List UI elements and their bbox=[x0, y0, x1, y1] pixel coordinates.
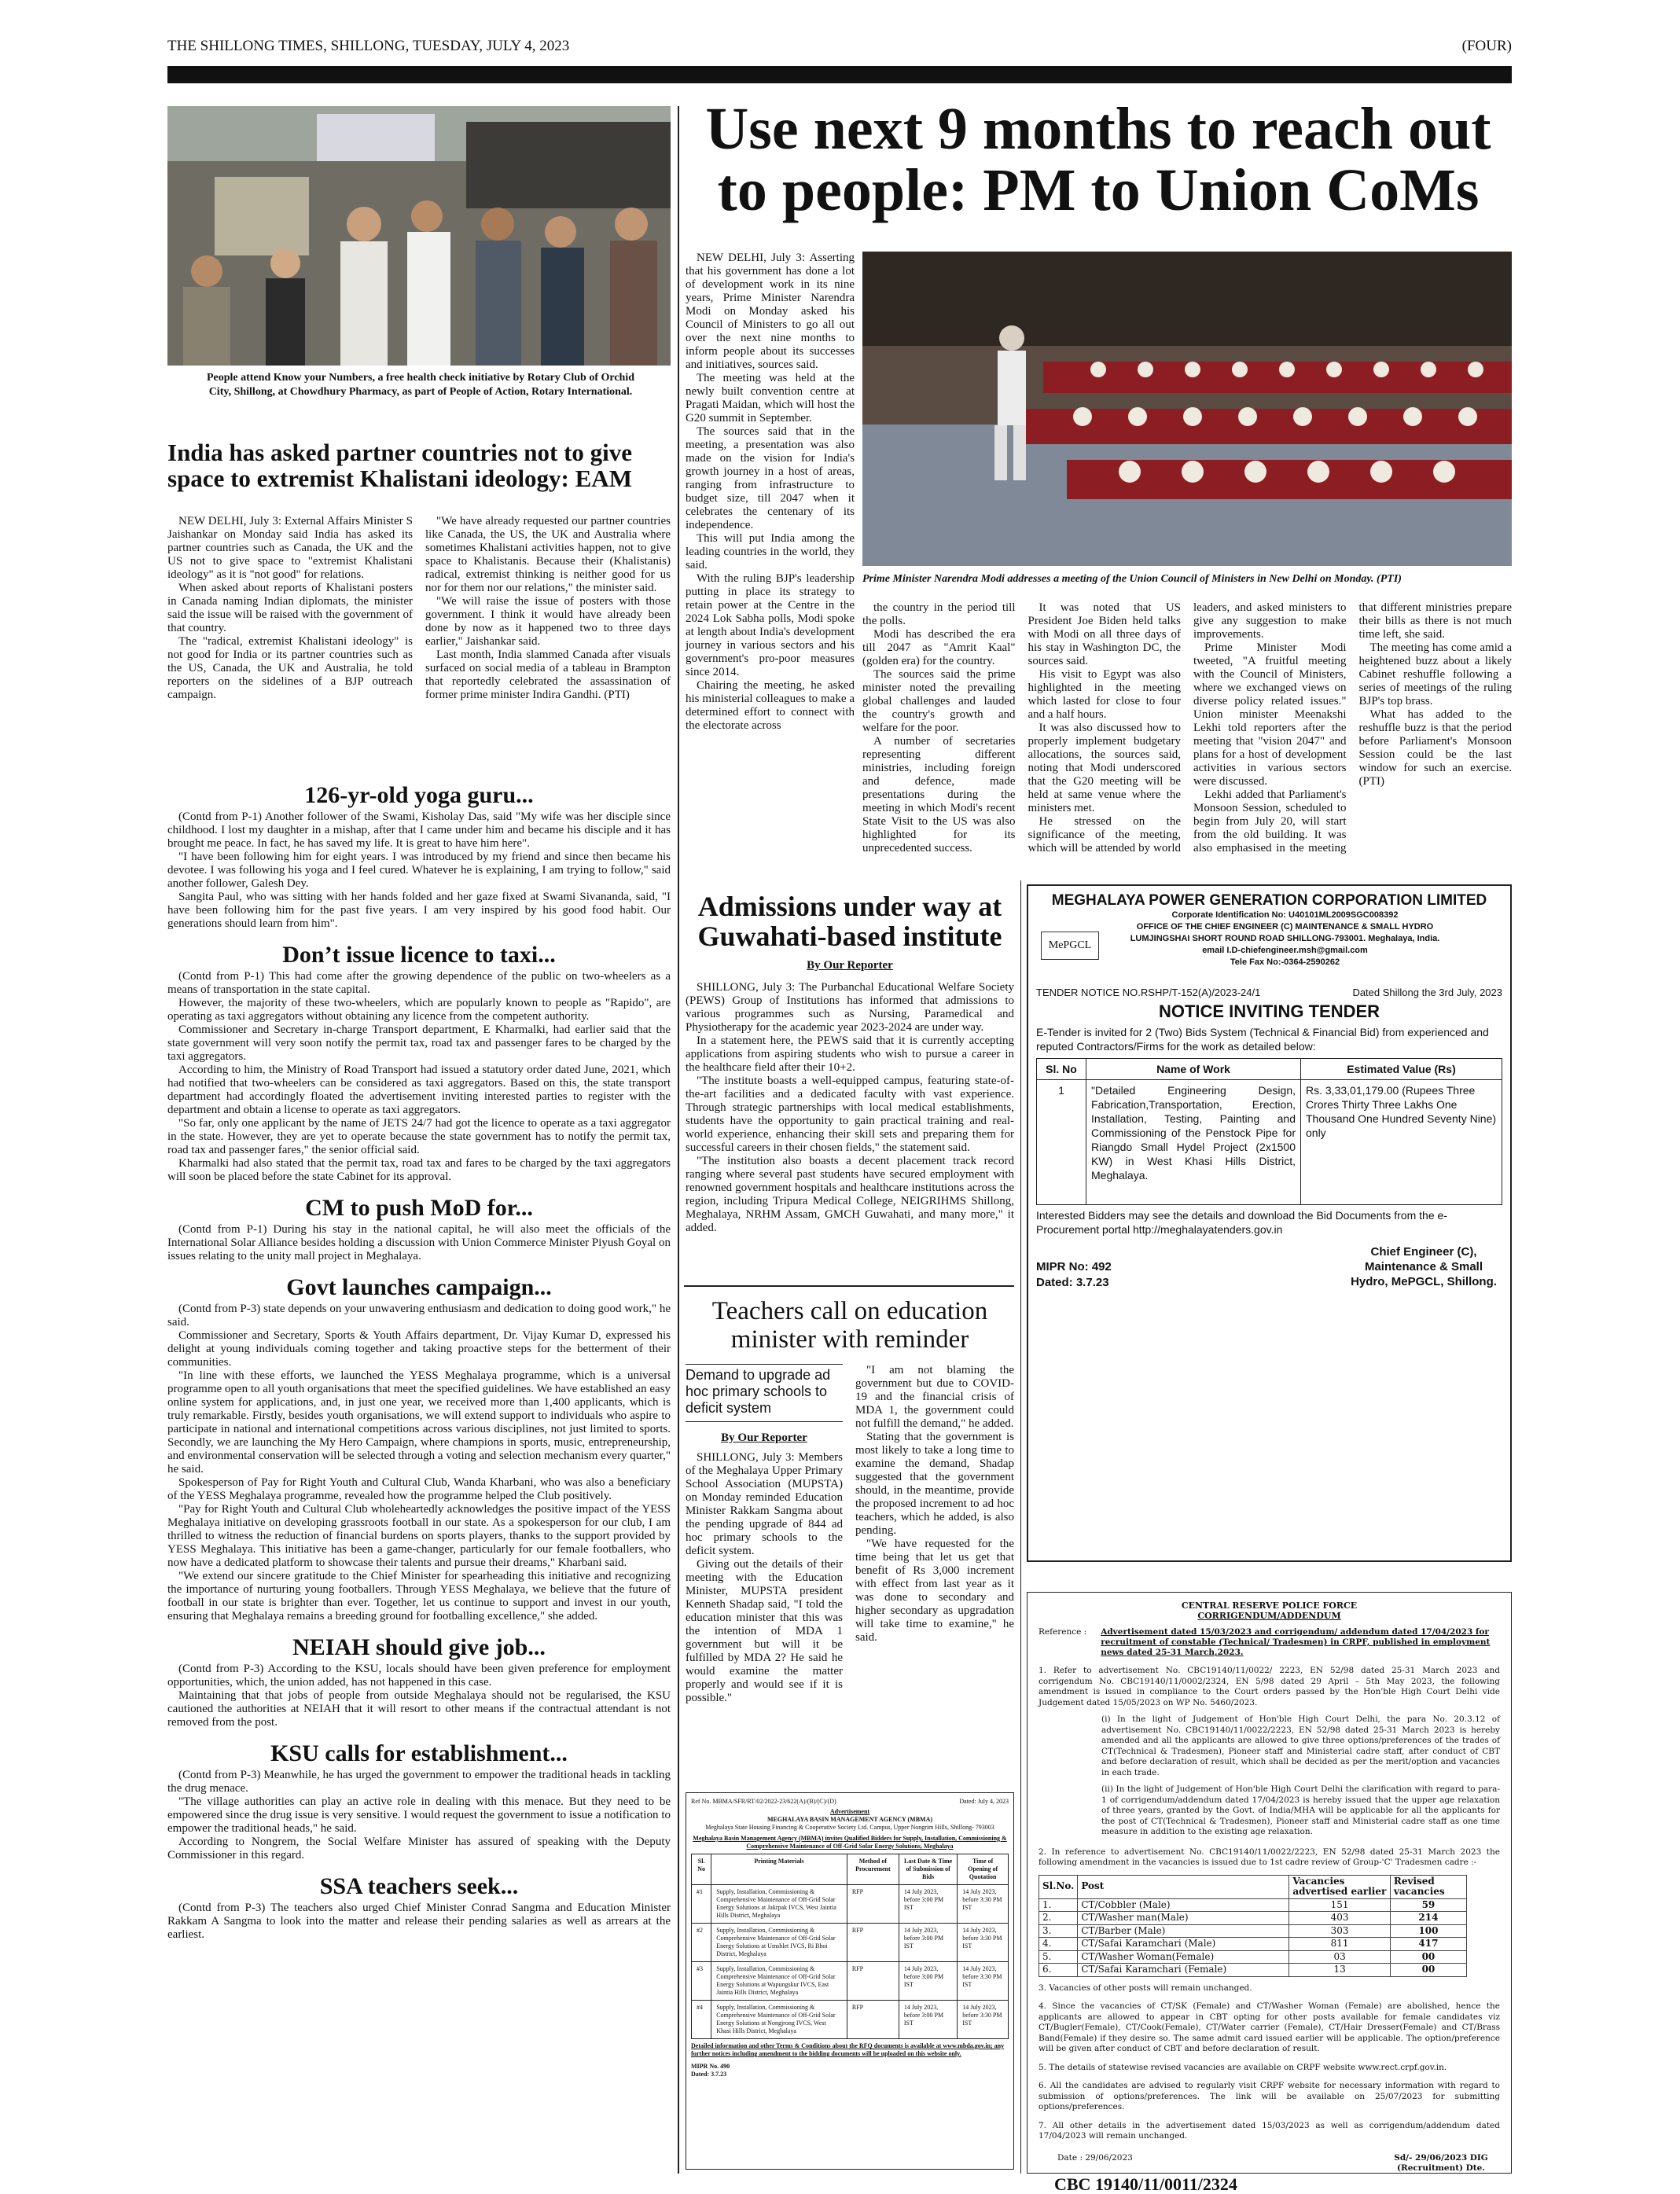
khalistan-headline: India has asked partner countries not to give space to extremist Khalistani ideology: EAM bbox=[167, 439, 633, 492]
crpf-cell: 1. bbox=[1039, 1898, 1078, 1912]
brief-para: "We extend our sincere gratitude to the Chief Minister for spearheading this initiative and recognizing the importance of nurturing young footballers. Through YESS Meghalaya, we believe that the future of football in our state is brighter than ever. Together, let us continue to support and invest in our youth, ensuring that Meghalaya remains a breeding ground for footballing excellence," she added. bbox=[167, 1570, 671, 1623]
lead-para: The sources said that in the meeting, a presentation was also made on the vision for India's growth journey in a host of areas, ranging from infrastructure to budget size, till 2047 when it celebrates the centenary of its independence. bbox=[686, 425, 855, 531]
teachers-para: Stating that the government is most likely to take a long time to examine the demand, Shadap suggested that the government should, in the meantime, provide the proposed increment to ad hoc teachers, which he added, is also pending. bbox=[855, 1431, 1014, 1537]
brief-title: SSA teachers seek... bbox=[319, 1873, 519, 1899]
mepgcl-tender bbox=[1027, 884, 1512, 1562]
mbma-cell: RFP bbox=[847, 2001, 899, 2039]
mepgcl-email: email I.D-chiefengineer.msh@gmail.com bbox=[1202, 946, 1368, 955]
brief-para: "Pay for Right Youth and Cultural Club wholeheartedly acknowledges the positive impact of the YESS Meghalaya initiative on developing grassroots football in our state. As a spokesperson for our club, I am thrilled to witness the reduction of financial burdens on sports players, thanks to the support provided by YESS Meghalaya. This initiative has been a game-changer, particularly for our female footballers, who now have a dedicated platform to showcase their talents and pursue their dreams," Kharbani said. bbox=[167, 1503, 671, 1569]
crpf-cell: 3. bbox=[1039, 1924, 1078, 1938]
mbma-cell: 14 July 2023, before 3:00 PM IST bbox=[899, 2001, 957, 2039]
crpf-cell: CT/Safai Karamchari (Female) bbox=[1078, 1964, 1289, 1977]
mbma-th: Sl. No bbox=[692, 1854, 711, 1885]
masthead-left: THE SHILLONG TIMES, SHILLONG, TUESDAY, JULY 4, 2023 bbox=[167, 38, 570, 54]
mbma-cell: Supply, Installation, Commissioning & Comprehensive Maintenance of Off-Grid Solar Energy Solutions at Jakrpak IVCS, West Jaintia Hills District, Meghalaya bbox=[711, 1885, 847, 1924]
pm-photo-caption: Prime Minister Narendra Modi addresses a meeting of the Union Council of Ministers in New Delhi on Monday. (PTI) bbox=[862, 573, 1402, 585]
mepgcl-mipr: MIPR No: 492 bbox=[1036, 1260, 1112, 1273]
lead-para: Lekhi added that Parliament's Monsoon Session, scheduled to begin from July 20, will start from the old building. It was also emphasised in the meeting that different ministries prepare their bills as there is not much time left, she said. bbox=[1193, 601, 1512, 854]
admissions-para: In a statement here, the PEWS said that it is currently accepting applications from aspiring students who wish to pursue a career in the healthcare field after their 10+2. bbox=[686, 1035, 1014, 1074]
brief-title: Govt launches campaign... bbox=[286, 1274, 552, 1300]
crpf-para: 4. Since the vacancies of CT/SK (Female) and CT/Washer Woman (Female) are abolished, hence the applicants are allowed to appear in CBT opting for other posts available for female candidates viz CT/Bugler(Female), CT/Cook(Female), CT/Water carrier (Female), CT/Hair Dresser(Female) and CT/Brass Band(Female) if they desire so. The same admit card issued earlier will be applicable. The option/preference will be given after conduct of CBT and before declaration of result. bbox=[1039, 2001, 1500, 2053]
pm-meeting-photo bbox=[862, 252, 1512, 566]
mbma-cell: RFP bbox=[847, 1885, 899, 1924]
brief-para: "I have been following him for eight years. I was introduced by my friend and since then became his devotee. I was following his yoga and I feel cured. Whatever he is explaining, I am trying to follow," said another follower, Galesh Dey. bbox=[167, 851, 671, 890]
crpf-cell: CT/Washer man(Male) bbox=[1078, 1912, 1289, 1925]
mbma-intro: Meghalaya Basin Management Agency (MBMA) invites Qualified Bidders for Supply, Installation, Commissioning & Comprehensive Maintenance of Off-Grid Solar Energy Solutions, Meghalaya bbox=[693, 1835, 1007, 1850]
crpf-sign: Sd/- 29/06/2023 DIG (Recruitment) Dte. bbox=[1394, 2152, 1488, 2173]
brief-para: Commissioner and Secretary, Sports & Youth Affairs department, Dr. Vijay Kumar D, expressed his delight at young individuals coming together and taking proactive steps for the betterment of their communities. bbox=[167, 1329, 671, 1369]
crpf-cell: 4. bbox=[1039, 1938, 1078, 1951]
brief-para: (Contd from P-3) state depends on your unwavering enthusiasm and dedication to doing good work," he said. bbox=[167, 1303, 671, 1329]
brief-para: (Contd from P-3) Meanwhile, he has urged the government to empower the traditional heads in tackling the drug menace. bbox=[167, 1769, 671, 1795]
crpf-cell: 811 bbox=[1289, 1938, 1391, 1951]
crpf-cell: 13 bbox=[1289, 1964, 1391, 1977]
mbma-dated: Dated: 3.7.23 bbox=[691, 2071, 727, 2078]
crpf-date: Date : 29/06/2023 bbox=[1057, 2152, 1133, 2163]
rotary-photo bbox=[167, 106, 671, 366]
rotary-photo-caption: People attend Know your Numbers, a free health check initiative by Rotary Club of Orchid City, Shillong, at Chowdhury Pharmacy, as part of People of Action, Rotary International. bbox=[206, 372, 635, 398]
brief-para: Maintaining that that jobs of people from outside Meghalaya should not be regularised, the KSU cautioned the authorities at NEIAH that it will resort to other means if the contractual attendant is not removed from the post. bbox=[167, 1689, 671, 1729]
crpf-cell: CT/Safai Karamchari (Male) bbox=[1078, 1938, 1289, 1951]
lead-para: His visit to Egypt was also highlighted in the meeting which lasted for close to four and a half hours. bbox=[1027, 668, 1181, 721]
lead-para: The meeting has come amid a heightened buzz about a likely Cabinet reshuffle following a series of meetings of the ruling BJP's top brass. bbox=[1358, 641, 1512, 707]
brief-para: (Contd from P-1) During his stay in the national capital, he will also meet the officials of the International Solar Alliance besides holding a discussion with Union Commerce Minister Piyush Goyal on issues relating to the unity mall project in Meghalaya. bbox=[167, 1223, 671, 1262]
lead-para: It was noted that US President Joe Biden held talks with Modi on all three days of his stay in Washington DC, the sources said. bbox=[1027, 601, 1181, 667]
mbma-advertisement bbox=[686, 1792, 1014, 2170]
crpf-body bbox=[1039, 1666, 1500, 2194]
teachers-para: SHILLONG, July 3: Members of the Meghalaya Upper Primary School Association (MUPSTA) on Monday reminded Education Minister Rakkam Sangma about the pending upgrade of 844 ad hoc primary schools to the deficit system. bbox=[686, 1451, 843, 1557]
column-divider bbox=[1020, 880, 1021, 2174]
crpf-table bbox=[1039, 1875, 1467, 1977]
lead-para: It was also discussed how to properly implement budgetary allocations, the sources said, noting that Modi underscored that the G20 meeting will be held at same venue where the ministers met. bbox=[1027, 722, 1181, 814]
lead-para: With the ruling BJP's leadership putting in place its strategy to retain power at the Centre in the 2024 Lok Sabha polls, Modi spoke at length about India's development journey in various sectors and his government's pro-poor measures since 2014. bbox=[686, 572, 855, 678]
admissions-byline: By Our Reporter bbox=[807, 959, 893, 972]
admissions-para: "The institution also boasts a decent placement track record ranging where several past students have secured employment with renowned government hospitals and healthcare institutions across the region, including Tripura Medical College, NEIGRIHMS Shillong, Meghalaya, NRHM Assam, GMCH Guwahati, and many more," it added. bbox=[686, 1155, 1014, 1234]
lead-para: What has added to the reshuffle buzz is that the period before Parliament's Monsoon Session could be the last window for such an exercise. (PTI) bbox=[1358, 708, 1512, 788]
mbma-cell: #2 bbox=[692, 1924, 711, 1962]
mbma-cell: RFP bbox=[847, 1962, 899, 2001]
mepgcl-dated: Dated: 3.7.23 bbox=[1036, 1276, 1109, 1289]
crpf-cell: 59 bbox=[1390, 1898, 1466, 1912]
brief-para: Kharmalki had also stated that the permit tax, road tax and fares to be charged by the taxi aggregators will soon be placed before the state Cabinet for its approval. bbox=[167, 1157, 671, 1183]
crpf-cell: 403 bbox=[1289, 1912, 1391, 1925]
brief-para: Spokesperson of Pay for Right Youth and Cultural Club, Wanda Kharbani, who was also a beneficiary of the YESS Meghalaya programme, revealed how the programme helped the Club positively. bbox=[167, 1476, 671, 1502]
brief-title: 126-yr-old yoga guru... bbox=[304, 782, 534, 808]
teachers-story bbox=[686, 1364, 1014, 1704]
lead-para: NEW DELHI, July 3: Asserting that his government has done a lot of development work in its nine years, Prime Minister Narendra Modi on Monday asked his Council of Ministers to go all out over the next nine months to inform people about its successes and initiatives, sources said. bbox=[686, 252, 855, 371]
teachers-para: "We have requested for the time being that let us get that benefit of Rs 3,000 increment with effect from last year as it was done to secondary and higher secondary as upgradation will take time to examine," he said. bbox=[855, 1538, 1014, 1644]
crpf-sub: CORRIGENDUM/ADDENDUM bbox=[1197, 1611, 1341, 1621]
mbma-cell: 14 July 2023, before 3:00 PM IST bbox=[899, 1962, 957, 2001]
mbma-cell: 14 July 2023, before 3:00 PM IST bbox=[899, 1885, 957, 1924]
crpf-para: 3. Vacancies of other posts will remain unchanged. bbox=[1039, 1983, 1252, 1993]
mbma-cell: #3 bbox=[692, 1962, 711, 2001]
mbma-org: MEGHALAYA BASIN MANAGEMENT AGENCY (MBMA) bbox=[766, 1816, 933, 1823]
mepgcl-footer: Interested Bidders may see the details and download the Bid Documents from the e-Procurement portal http://meghalayatenders.gov.in bbox=[1036, 1209, 1447, 1236]
crpf-para: 7. All other details in the advertisement dated 15/03/2023 as well as corrigendum/addendum dated 17/04/2023 will remain unchanged. bbox=[1039, 2120, 1500, 2141]
crpf-cell: 214 bbox=[1390, 1912, 1466, 1925]
mbma-mipr: MIPR No. 490 bbox=[691, 2063, 730, 2070]
lead-headline: Use next 9 months to reach out to people: PM to Union CoMs bbox=[705, 96, 1491, 223]
khalistan-para: The "radical, extremist Khalistani ideology" is not good for India or its partner countries such as the US, Canada, the UK and Australia, he told reporters on the sidelines of a BJP outreach campaign. bbox=[167, 635, 413, 701]
mepgcl-th: Sl. No bbox=[1037, 1059, 1086, 1080]
crpf-cell: 2. bbox=[1039, 1912, 1078, 1925]
teachers-para: Giving out the details of their meeting with the Education Minister, MUPSTA president Kenneth Shadap said, "I told the education minister that this was the intention of MDA 1 government but will it be fulfilled by MDA 2? He said he would examine the matter properly and would see if it is possible." bbox=[686, 1558, 843, 1704]
mepgcl-logo: MePGCL bbox=[1041, 932, 1099, 960]
mepgcl-date: Dated Shillong the 3rd July, 2023 bbox=[1352, 987, 1502, 998]
mbma-row bbox=[692, 1924, 1009, 1962]
mepgcl-cell: 1 bbox=[1037, 1080, 1086, 1205]
crpf-cell: CT/Washer Woman(Female) bbox=[1078, 1950, 1289, 1964]
mepgcl-org: MEGHALAYA POWER GENERATION CORPORATION LIMITED bbox=[1051, 892, 1487, 909]
lead-para: the country in the period till the polls. bbox=[862, 601, 1016, 627]
mepgcl-fax: Tele Fax No:-0364-2590262 bbox=[1230, 957, 1340, 967]
brief-para: "The village authorities can play an active role in dealing with this menace. But they need to be empowered since the drug issue is very sensitive. I would request the government to issue a notification to empower the traditional heads," he said. bbox=[167, 1795, 671, 1835]
mbma-cell: 14 July 2023, before 3:30 PM IST bbox=[958, 1924, 1009, 1962]
mbma-cell: #1 bbox=[692, 1885, 711, 1924]
lead-para: Prime Minister Modi tweeted, "A fruitful meeting with the Council of Ministers, where we exchanged views on diverse policy related issues." Union minister Meenakshi Lekhi told reporters after the meeting that "vision 2047" and plans for a host of development activities in various sectors were discussed. bbox=[1193, 641, 1347, 788]
mepgcl-title: NOTICE INVITING TENDER bbox=[1158, 1001, 1380, 1021]
crpf-cell: 151 bbox=[1289, 1898, 1391, 1912]
crpf-th: Vacancies advertised earlier bbox=[1289, 1875, 1391, 1898]
crpf-row bbox=[1039, 1912, 1467, 1925]
teachers-left-col bbox=[686, 1364, 843, 1705]
mepgcl-office: OFFICE OF THE CHIEF ENGINEER (C) MAINTENANCE & SMALL HYDRO bbox=[1136, 922, 1434, 932]
mbma-table bbox=[691, 1854, 1009, 2039]
brief-title: NEIAH should give job... bbox=[292, 1634, 546, 1660]
crpf-cell: CT/Cobbler (Male) bbox=[1078, 1898, 1289, 1912]
brief-title: CM to push MoD for... bbox=[305, 1195, 533, 1221]
lead-para: The sources said the prime minister noted the prevailing global challenges and lauded the country's growth and welfare for the poor. bbox=[862, 668, 1016, 734]
crpf-ref: Advertisement dated 15/03/2023 and corrigendum/ addendum dated 17/04/2023 for recruitment of constable (Technical/ Tradesmen) in CRPF, published in employment news dated 25-31 March,2023. bbox=[1101, 1627, 1491, 1657]
khalistan-story bbox=[167, 515, 671, 766]
teachers-byline: By Our Reporter bbox=[721, 1431, 807, 1444]
crpf-org: CENTRAL RESERVE POLICE FORCE bbox=[1181, 1600, 1358, 1611]
brief-para: However, the majority of these two-wheelers, which are popularly known to people as "Rapido", are operating as taxi aggregators without obtaining any licence from the competent authority. bbox=[167, 997, 671, 1023]
khalistan-para: Last month, India slammed Canada after visuals surfaced on social media of a tableau in Brampton that reportedly celebrated the assassination of former prime minister Indira Gandhi. (PTI) bbox=[425, 649, 671, 701]
khalistan-para: When asked about reports of Khalistani posters in Canada naming Indian diplomats, the minister said the issue will be raised with the government of that country. bbox=[167, 582, 413, 634]
khalistan-para: "We have already requested our partner countries like Canada, the US, the UK and Australia where sometimes Khalistani activities happen, not to give space to Khalistanis. Because their (Khalistanis) radical, extremist thinking is neither good for us nor for them nor our relations," the minister said. bbox=[425, 515, 671, 594]
brief-para: "So far, only one applicant by the name of JETS 24/7 had got the licence to operate as a taxi aggregator in the state. However, they are yet to operate because the state government has to notify the permit tax, road tax and passenger fares," the senior official said. bbox=[167, 1117, 671, 1156]
mbma-cell: Supply, Installation, Commissioning & Comprehensive Maintenance of Off-Grid Solar Energy Solutions at Nongjrong IVCS, West Khasi Hills District, Meghalaya bbox=[711, 2001, 847, 2039]
crpf-para: 2. In reference to advertisement No. CBC19140/11/0022/2223, EN 52/98 dated 25-31 March 2023 the following amendment in the vacancies is issued due to 1st cadre review of Group-'C' Tradesmen cadre :- bbox=[1039, 1847, 1500, 1867]
lead-para: He stressed on the significance of the meeting, which will be attended by world leaders, and asked ministers to give any suggestion to make improvements. bbox=[1027, 601, 1347, 854]
mepgcl-intro: E-Tender is invited for 2 (Two) Bids System (Technical & Financial Bid) from experienced and reputed Contractors/Firms for the work as detailed below: bbox=[1036, 1026, 1489, 1053]
crpf-para: 5. The details of statewise revised vacancies are available on CRPF website www.rect.crpf.gov.in. bbox=[1039, 2062, 1447, 2072]
crpf-code: CBC 19140/11/0011/2324 bbox=[1054, 2174, 1237, 2194]
crpf-cell: 303 bbox=[1289, 1924, 1391, 1938]
mbma-row bbox=[692, 1885, 1009, 1924]
teachers-para: "I am not blaming the government but due to COVID-19 and the financial crisis of MDA 1, the government could not fulfill the demand," he added. bbox=[855, 1364, 1014, 1430]
lead-para: This will put India among the leading countries in the world, they said. bbox=[686, 532, 855, 571]
admissions-para: SHILLONG, July 3: The Purbanchal Educational Welfare Society (PEWS) Group of Institutions has informed that admissions to various programmes such as Nursing, Paramedical and Physiotherapy for the academic year 2023-2024 are under way. bbox=[686, 981, 1014, 1034]
mbma-cell: 14 July 2023, before 3:00 PM IST bbox=[899, 1924, 957, 1962]
mbma-address: Meghalaya State Housing Financing & Cooperative Society Ltd. Campus, Upper Nongrim Hills, Shillong- 793003 bbox=[705, 1824, 994, 1831]
mbma-footer: Detailed information and other Terms & Conditions about the RFQ documents is available at www.mbda.gov.in; any further notices including amendment to the bidding documents will be uploaded on this website only. bbox=[691, 2042, 1005, 2057]
mbma-cell: Supply, Installation, Commissioning & Comprehensive Maintenance of Off-Grid Solar Energy Solutions at Umshlet IVCS, Ri Bhoi District, Meghalaya bbox=[711, 1924, 847, 1962]
crpf-row bbox=[1039, 1950, 1467, 1964]
briefs-column bbox=[167, 782, 671, 2174]
mbma-cell: #4 bbox=[692, 2001, 711, 2039]
divider bbox=[684, 1285, 1014, 1287]
crpf-para: 6. All the candidates are advised to regularly visit CRPF website for necessary information with regard to submission of options/preferences. The link will be available on 25/07/2023 for submitting options/preferences. bbox=[1039, 2081, 1500, 2111]
lead-para: Chairing the meeting, he asked his ministerial colleagues to make a determined effort to connect with the electorate across bbox=[686, 679, 855, 732]
mbma-cell: RFP bbox=[847, 1924, 899, 1962]
crpf-cell: 6. bbox=[1039, 1964, 1078, 1977]
crpf-para: 1. Refer to advertisement No. CBC19140/11/0022/ 2223, EN 52/98 dated 25-31 March 2023 and corrigendum No. CBC19140/11/0002/2324, EN 5/98 dated 29 April – 5th May 2023, the following amendment is issued in compliance to the Court orders passed by the Hon'ble High Court Delhi vide Judgement dated 15/05/2023 on WP No. 5460/2023. bbox=[1039, 1666, 1500, 1707]
teachers-right-col bbox=[855, 1364, 1014, 1645]
mbma-date: Dated: July 4, 2023 bbox=[959, 1798, 1009, 1805]
brief-para: "In line with these efforts, we launched the YESS Meghalaya programme, which is a universal programme open to all youth organisations that meet the specified guidelines. We have established an easy online system for applications, and, in just one year, we received more than 1,400 applicants, which is truly remarkable. Firstly, besides youth organisations, we will extend support to individuals who aspire to participate in national and international competitions across various disciplines, not just limited to sports. Secondly, we are launching the My Hero Campaign, where champions in sports, music, entrepreneurship, and environmental conservation will be selected through a voting and selection mechanism every quarter," he said. bbox=[167, 1369, 671, 1476]
crpf-cell: 00 bbox=[1390, 1964, 1466, 1977]
crpf-cell: CT/Barber (Male) bbox=[1078, 1924, 1289, 1938]
mbma-cell: 14 July 2023, before 3:30 PM IST bbox=[958, 2001, 1009, 2039]
brief-para: (Contd from P-3) According to the KSU, locals should have been given preference for employment opportunities, which, the union added, has not happened in this case. bbox=[167, 1663, 671, 1689]
crpf-ref-label: Reference : bbox=[1039, 1627, 1087, 1637]
brief-para: According to Nongrem, the Social Welfare Minister has assured of speaking with the Deputy Commissioner in this regard. bbox=[167, 1836, 671, 1861]
mbma-th: Time of Opening of Quotation bbox=[958, 1854, 1009, 1885]
lead-para: A number of secretaries representing different ministries, including foreign and defence, made presentations during the meeting in which Modi's recent State Visit to the US was also highlighted for its unprecedented success. bbox=[862, 735, 1016, 854]
crpf-para: (ii) In the light of Judgement of Hon'ble High Court Delhi the clarification with regard to para-1 of corrigendum/addendum dated 17/04/2023 is hereby issued that the upper age relaxation of three years, granted by the Govt. of India/MHA will be applicable for all the applicants for the post of CT(Technical & Tradesmen), Pioneer staff and Ministerial cadre staff as one time measure in addition to the existing age relaxation. bbox=[1101, 1784, 1500, 1836]
column-divider bbox=[678, 106, 679, 2174]
crpf-corrigendum bbox=[1027, 1592, 1512, 2194]
mepgcl-row bbox=[1037, 1080, 1502, 1205]
lead-intro bbox=[686, 252, 855, 732]
brief-para: Commissioner and Secretary in-charge Transport department, E Kharmalki, had earlier said that the state government will very soon notify the permit tax, road tax and passenger fares to be charged by the taxi aggregators. bbox=[167, 1023, 671, 1063]
mbma-cell: Supply, Installation, Commissioning & Comprehensive Maintenance of Off-Grid Solar Energy Solutions at Wapungskur IVCS, East Jaintia Hills District, Meghalaya bbox=[711, 1962, 847, 2001]
crpf-para: (i) In the light of Judgement of Hon'ble High Court Delhi, the para No. 20.3.12 of advertisement No. CBC19140/11/0022/2223, EN 52/98 dated 25-31 March 2023 is hereby amended and all the applicants are allowed to give three options/preferences of the trades of CT(Technical & Tradesmen), Pioneer staff and Ministerial cadre staff, after conduct of CBT and before declaration of result, which shall be decided as per the merit/option and vacancies in each trade. bbox=[1101, 1714, 1500, 1777]
mepgcl-table bbox=[1036, 1058, 1502, 1205]
lead-para: Modi has described the era till 2047 as "Amrit Kaal" (golden era) for the country. bbox=[862, 628, 1016, 667]
mbma-th: Printing Materials bbox=[711, 1854, 847, 1885]
crpf-row bbox=[1039, 1924, 1467, 1938]
admissions-para: "The institute boasts a well-equipped campus, featuring state-of-the-art facilities and a dedicated faculty with vast experience. Through strategic partnerships with local medical establishments, students have the opportunity to gain practical training and real-world experience, enhancing their skill sets and preparing them for successful careers in their chosen fields," the statement said. bbox=[686, 1075, 1014, 1154]
crpf-row bbox=[1039, 1964, 1467, 1977]
brief-para: (Contd from P-1) This had come after the growing dependence of the public on two-wheelers as a means of transportation in the state capital. bbox=[167, 970, 671, 996]
teachers-headline: Teachers call on education minister with reminder bbox=[711, 1297, 988, 1354]
mbma-cell: 14 July 2023, before 3:30 PM IST bbox=[958, 1962, 1009, 2001]
mepgcl-th: Name of Work bbox=[1086, 1059, 1301, 1080]
teachers-pullquote: Demand to upgrade ad hoc primary schools to deficit system bbox=[686, 1364, 843, 1422]
brief-title: KSU calls for establishment... bbox=[270, 1740, 568, 1766]
mbma-th: Method of Procurement bbox=[847, 1854, 899, 1885]
mepgcl-notice-no: TENDER NOTICE NO.RSHP/T-152(A)/2023-24/1 bbox=[1036, 987, 1261, 998]
brief-para: (Contd from P-1) Another follower of the Swami, Kisholay Das, said "My wife was her disciple since childhood. I lost my daughter in a mishap, after that I came under him and became his disciple and it has brought me peace. In fact, he has saved my life. It is great to have him here". bbox=[167, 810, 671, 850]
crpf-cell: 5. bbox=[1039, 1950, 1078, 1964]
mepgcl-cin: Corporate Identification No: U40101ML2009SGC008392 bbox=[1171, 910, 1399, 920]
brief-para: According to him, the Ministry of Road Transport had issued a statutory order dated June, 2021, which had notified that two-wheelers can be considered as taxi aggregators. Based on this, the state transport department had accordingly floated the advertisement inviting interested parties to register with the department and obtain a license to operate as taxi aggregators. bbox=[167, 1064, 671, 1116]
lead-para: The meeting was held at the newly built convention centre at Pragati Maidan, which will host the G20 summit in September. bbox=[686, 372, 855, 424]
lead-continued bbox=[862, 601, 1512, 869]
mepgcl-sign: Chief Engineer (C), Maintenance & Small Hydro, MePGCL, Shillong. bbox=[1351, 1245, 1497, 1288]
masthead-page: (FOUR) bbox=[1461, 38, 1512, 54]
top-rule bbox=[167, 66, 1512, 83]
brief-para: (Contd from P-3) The teachers also urged Chief Minister Conrad Sangma and Education Minister Rakkam A Sangma to look into the matter and release their pending salaries as well as arrears at the earliest. bbox=[167, 1902, 671, 1941]
mepgcl-cell: Rs. 3,33,01,179.00 (Rupees Three Crores Thirty Three Lakhs One Thousand One Hundred Seventy Nine) only bbox=[1301, 1080, 1502, 1205]
crpf-cell: 03 bbox=[1289, 1950, 1391, 1964]
mepgcl-th: Estimated Value (Rs) bbox=[1301, 1059, 1502, 1080]
crpf-th: Revised vacancies bbox=[1390, 1875, 1466, 1898]
mbma-row bbox=[692, 1962, 1009, 2001]
crpf-row bbox=[1039, 1898, 1467, 1912]
mbma-row bbox=[692, 2001, 1009, 2039]
crpf-cell: 100 bbox=[1390, 1924, 1466, 1938]
brief-title: Don’t issue licence to taxi... bbox=[282, 942, 556, 968]
khalistan-para: "We will raise the issue of posters with those government. I think it would have already been done by now as it happened two to three days earlier," Jaishankar said. bbox=[425, 595, 671, 648]
crpf-th: Sl.No. bbox=[1039, 1875, 1078, 1898]
admissions-story bbox=[686, 981, 1014, 1235]
crpf-cell: 417 bbox=[1390, 1938, 1466, 1951]
crpf-row bbox=[1039, 1938, 1467, 1951]
mbma-title: Advertisement bbox=[829, 1808, 870, 1815]
mepgcl-address: LUMJINGSHAI SHORT ROUND ROAD SHILLONG-793001. Meghalaya, India. bbox=[1130, 934, 1440, 943]
admissions-headline: Admissions under way at Guwahati-based institute bbox=[697, 891, 1002, 952]
khalistan-para: NEW DELHI, July 3: External Affairs Minister S Jaishankar on Monday said India has asked its partner countries such as Canada, the UK and the US not to give space to "extremist Khalistani ideology" as it is "not good" for relations. bbox=[167, 515, 413, 581]
brief-para: Sangita Paul, who was sitting with her hands folded and her gaze fixed at Swami Sivananda, said, "I have been following him for the past five years. I am very inspired by his good food habit. Our generations should learn from him". bbox=[167, 891, 671, 930]
mbma-ref: Ref No. MBMA/SFR/RT/02/2022-23/622(A)/(B)/(C)/(D) bbox=[691, 1798, 836, 1805]
crpf-th: Post bbox=[1078, 1875, 1289, 1898]
masthead bbox=[167, 38, 1512, 57]
crpf-cell: 00 bbox=[1390, 1950, 1466, 1964]
mbma-cell: 14 July 2023, before 3:30 PM IST bbox=[958, 1885, 1009, 1924]
mbma-th: Last Date & Time of Submission of Bids bbox=[899, 1854, 957, 1885]
mepgcl-cell: "Detailed Engineering Design, Fabrication,Transportation, Erection, Installation, Testing, Painting and Commissioning of the Penstock Pipe for Riangdo Small Hydel Project (2x1500 KW) in West Khasi Hills District, Meghalaya. bbox=[1086, 1080, 1301, 1205]
